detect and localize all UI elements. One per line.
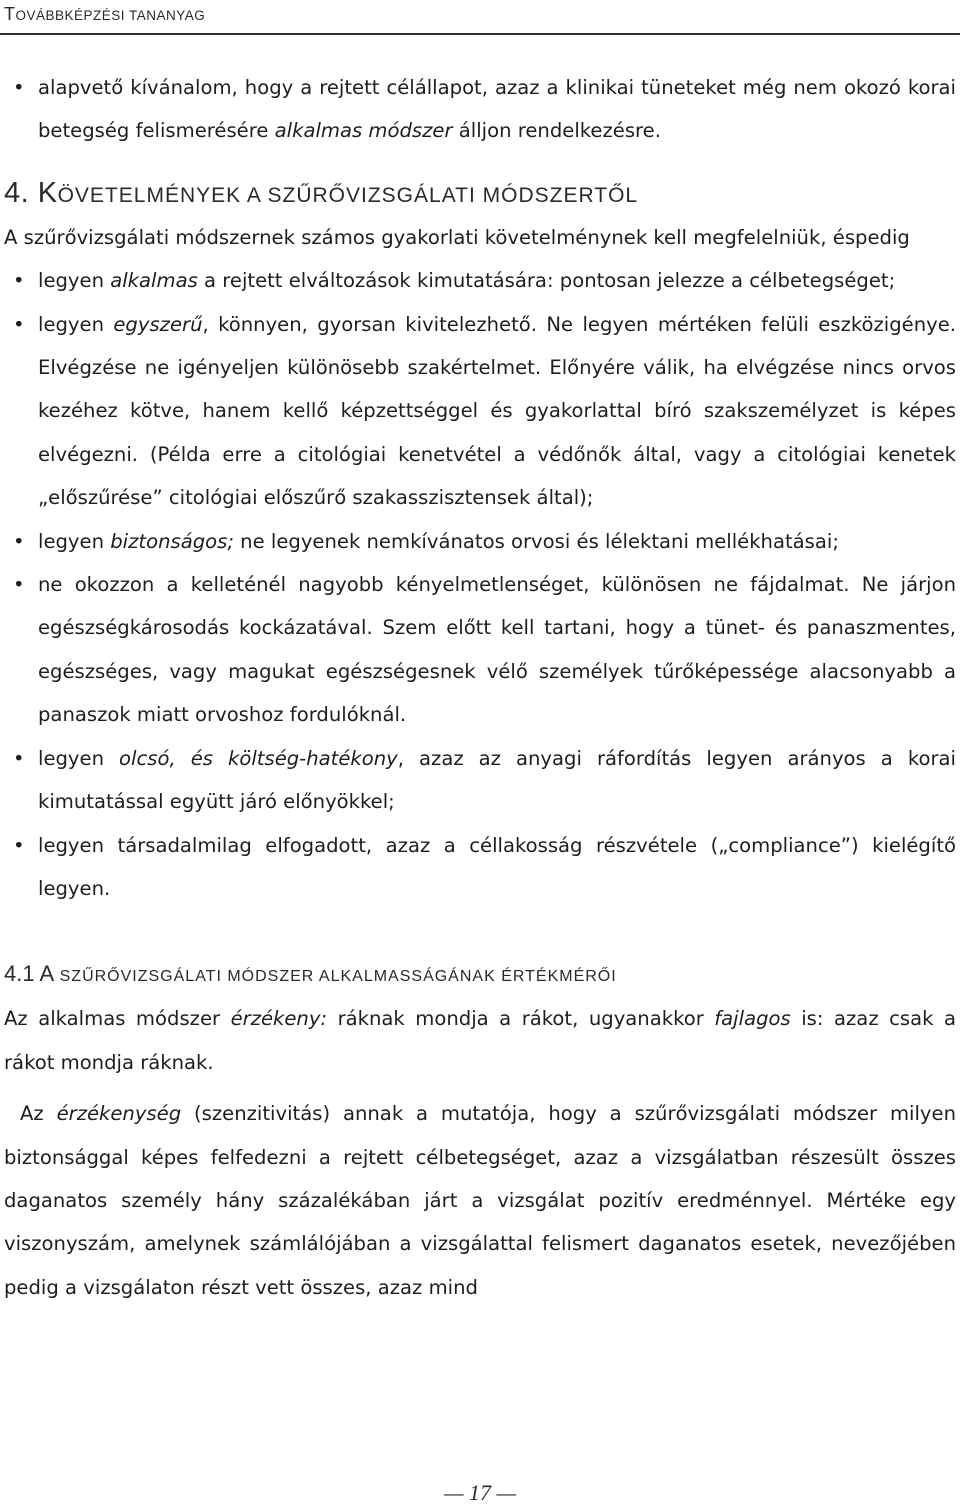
section-4-1-heading: [4, 954, 956, 997]
text-run: legyen: [38, 529, 111, 553]
header-rule: [0, 33, 960, 35]
bullet-text: [38, 76, 956, 142]
text-run: Az: [20, 1102, 57, 1126]
emphasis: alkalmas módszer: [274, 119, 453, 143]
text-run: Az alkalmas módszer: [4, 1007, 231, 1031]
emphasis: érzékenység: [56, 1102, 182, 1126]
page-content: [4, 66, 956, 1309]
requirement-item: [4, 824, 956, 911]
text-run: legyen társadalmilag elfogadott, azaz a céllakosság részvétele („compliance”) kielégítő legyen.: [38, 833, 956, 900]
header-initial: T: [4, 4, 16, 24]
bullet-text: [38, 530, 839, 553]
emphasis: fajlagos: [714, 1007, 791, 1031]
title-rest: SZŰRŐVIZSGÁLATI MÓDSZER ALKALMASSÁGÁNAK ÉRTÉKMÉRŐI: [54, 968, 617, 986]
text-run: , azaz az anyagi ráfordítás legyen arányos a korai kimutatással együtt járó előnyökkel;: [38, 746, 956, 814]
emphasis: biztonságos;: [110, 529, 234, 553]
emphasis: érzékeny:: [230, 1007, 328, 1031]
section-number: 4.1: [4, 961, 40, 987]
section-4-intro: A szűrővizsgálati módszernek számos gyakorlati követelménynek kell megfelelniük, éspedig: [4, 225, 910, 249]
section-4-heading: [4, 173, 956, 216]
text-run: alapvető kívánalom, hogy a rejtett célállapot, azaz a klinikai tüneteket még nem okozó korai betegség felismerésére: [38, 76, 956, 143]
section-number: 4.: [4, 176, 38, 209]
text-run: , könnyen, gyorsan kivitelezhető. Ne legyen mértéken felüli eszközigénye. Elvégzése ne igényeljen különösebb szakértelmet. Előnyére válik, ha elvégzése nincs orvos kezéhez kötve, hanem kellő képzettséggel és gyakorlattal bíró szakszemélyzet is képes elvégezni. (Példa erre a citológiai kenetvétel a védőnők által, vagy a citológiai kenetek „előszűrése” citológiai előszűrő szakasszisztensek által);: [38, 312, 957, 510]
text-run: legyen: [38, 269, 111, 293]
text-run: ráknak mondja a rákot, ugyanakkor: [327, 1007, 715, 1031]
running-header: [4, 4, 956, 25]
text-run: álljon rendelkezésre.: [452, 119, 661, 143]
bullet-dot: •: [13, 76, 25, 99]
page-number: — 17 —: [443, 1480, 517, 1505]
bullet-dot: •: [13, 529, 25, 553]
requirement-item: [4, 563, 956, 737]
text-run: is: azaz csak a rákot mondja ráknak.: [4, 1007, 956, 1074]
paragraph-sensitivity-definition: [4, 997, 956, 1084]
bullet-text: [38, 834, 956, 900]
bullet-text: [38, 573, 956, 726]
requirement-item: [4, 259, 956, 302]
requirement-item: [4, 737, 956, 824]
bullet-dot: •: [13, 269, 25, 293]
bullet-text: [38, 747, 956, 813]
requirement-item: [4, 520, 956, 563]
intro-bullet: [4, 66, 956, 153]
header-title: OVÁBBKÉPZÉSI TANANYAG: [15, 8, 206, 23]
title-initial: K: [37, 176, 58, 209]
requirement-list: [4, 259, 956, 910]
text-run: ne okozzon a kelleténél nagyobb kényelmetlenséget, különösen ne fájdalmat. Ne járjon egészségkárosodás kockázatával. Szem előtt kell tartani, hogy a tünet- és panaszmentes, egészséges, vagy magukat egészségesnek vélő személyek tűrőképessége alacsonyabb a panaszok miatt orvoshoz fordulóknál.: [38, 573, 956, 727]
bullet-dot: •: [13, 746, 25, 770]
title-initial: A: [39, 961, 55, 987]
paragraph-sensitivity-detail: [4, 1092, 956, 1309]
emphasis: olcsó, és költség-hatékony: [119, 746, 398, 770]
title-rest: ÖVETELMÉNYEK A SZŰRŐVIZSGÁLATI MÓDSZERTŐL: [57, 183, 639, 207]
bullet-text: [38, 269, 895, 292]
text-run: ne legyenek nemkívánatos orvosi és lélektani mellékhatásai;: [233, 529, 839, 553]
text-run: a rejtett elváltozások kimutatására: pontosan jelezze a célbetegséget;: [197, 269, 896, 293]
bullet-text: [38, 313, 956, 510]
emphasis: alkalmas: [110, 269, 198, 293]
bullet-dot: •: [13, 833, 25, 857]
text-run: legyen: [38, 746, 120, 770]
emphasis: egyszerű: [113, 312, 203, 336]
requirement-item: [4, 303, 956, 520]
bullet-dot: •: [13, 312, 25, 336]
text-run: legyen: [38, 312, 114, 336]
text-run: (szenzitivitás) annak a mutatója, hogy a szűrővizsgálati módszer milyen biztonsággal képes felfedezni a rejtett célbetegséget, azaz a vizsgálatban részesült összes daganatos személy hány százalékában járt a vizsgálat pozitív eredménnyel. Mértéke egy viszonyszám, amelynek számlálójában a vizsgálattal felismert daganatos esetek, nevezőjében pedig a vizsgálaton részt vett összes, azaz mind: [4, 1102, 956, 1299]
bullet-dot: •: [13, 573, 25, 597]
